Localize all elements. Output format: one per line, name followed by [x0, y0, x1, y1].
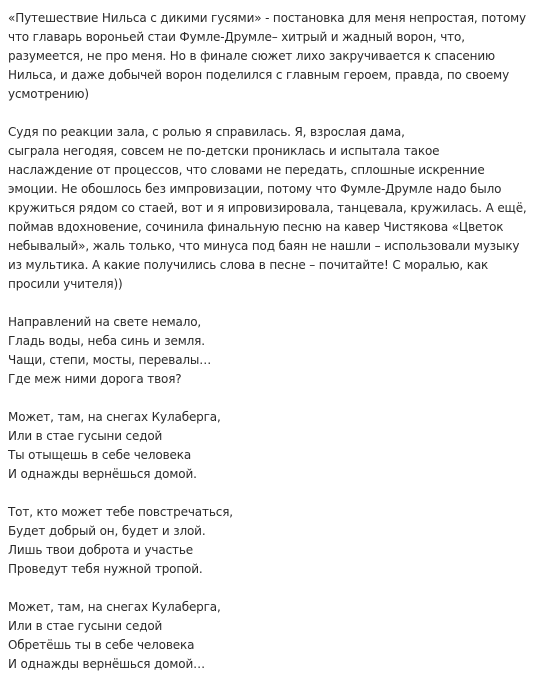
text-line: эмоции. Не обошлось без импровизации, потому что Фумле-Друмле надо было — [8, 182, 502, 196]
song-stanza — [8, 408, 528, 484]
text-line: кружиться рядом со стаей, вот и я ипровизировала, танцевала, кружилась. А ещё, — [8, 201, 527, 215]
song-line: Проведут тебя нужной тропой. — [8, 562, 203, 576]
song-line: Или в стае гусыни седой — [8, 429, 163, 443]
song-line: Чащи, степи, мосты, перевалы… — [8, 353, 212, 367]
text-line: небывалый», жаль только, что минуса под баян не нашли – использовали музыку — [8, 239, 520, 253]
song-line: Гладь воды, неба синь и земля. — [8, 334, 205, 348]
paragraph-reaction — [8, 123, 528, 294]
text-line: разумеется, не про меня. Но в финале сюжет лихо закручивается к спасению — [8, 49, 495, 63]
song-line: Ты отыщешь в себе человека — [8, 448, 192, 462]
song-line: И однажды вернёшься домой. — [8, 467, 197, 481]
song-stanza — [8, 598, 528, 674]
song-stanza — [8, 313, 528, 389]
song-line: Направлений на свете немало, — [8, 315, 202, 329]
text-line: что главарь вороньей стаи Фумле-Друмле– хитрый и жадный ворон, что, — [8, 30, 465, 44]
song-line: Где меж ними дорога твоя? — [8, 372, 182, 386]
song-line: Может, там, на снегах Кулаберга, — [8, 600, 221, 614]
text-line: поймав вдохновение, сочинила финальную песню на кавер Чистякова «Цветок — [8, 220, 504, 234]
song-line: Обретёшь ты в себе человека — [8, 638, 195, 652]
text-line: Нильса, и даже добычей ворон поделился с главным героем, правда, по своему — [8, 68, 510, 82]
song-line: Будет добрый он, будет и злой. — [8, 524, 206, 538]
text-line: сыграла негодяя, совсем не по-детски прониклась и испытала такое — [8, 144, 440, 158]
text-line: «Путешествие Нильса с дикими гусями» - постановка для меня непростая, потому — [8, 11, 527, 25]
paragraph-intro — [8, 9, 528, 104]
song-stanza — [8, 503, 528, 579]
song-line: Или в стае гусыни седой — [8, 619, 163, 633]
text-line: просили учителя)) — [8, 277, 123, 291]
text-line: Судя по реакции зала, с ролью я справилась. Я, взрослая дама, — [8, 125, 405, 139]
song-line: Тот, кто может тебе повстречаться, — [8, 505, 233, 519]
song-line: И однажды вернёшься домой… — [8, 657, 205, 671]
song-line: Может, там, на снегах Кулаберга, — [8, 410, 221, 424]
text-line: из мультика. А какие получились слова в песне – почитайте! С моралью, как — [8, 258, 489, 272]
text-line: усмотрению) — [8, 87, 89, 101]
song-line: Лишь твои доброта и участье — [8, 543, 194, 557]
text-line: наслаждение от процессов, что словами не передать, сплошные искренние — [8, 163, 485, 177]
post-text — [8, 9, 528, 674]
